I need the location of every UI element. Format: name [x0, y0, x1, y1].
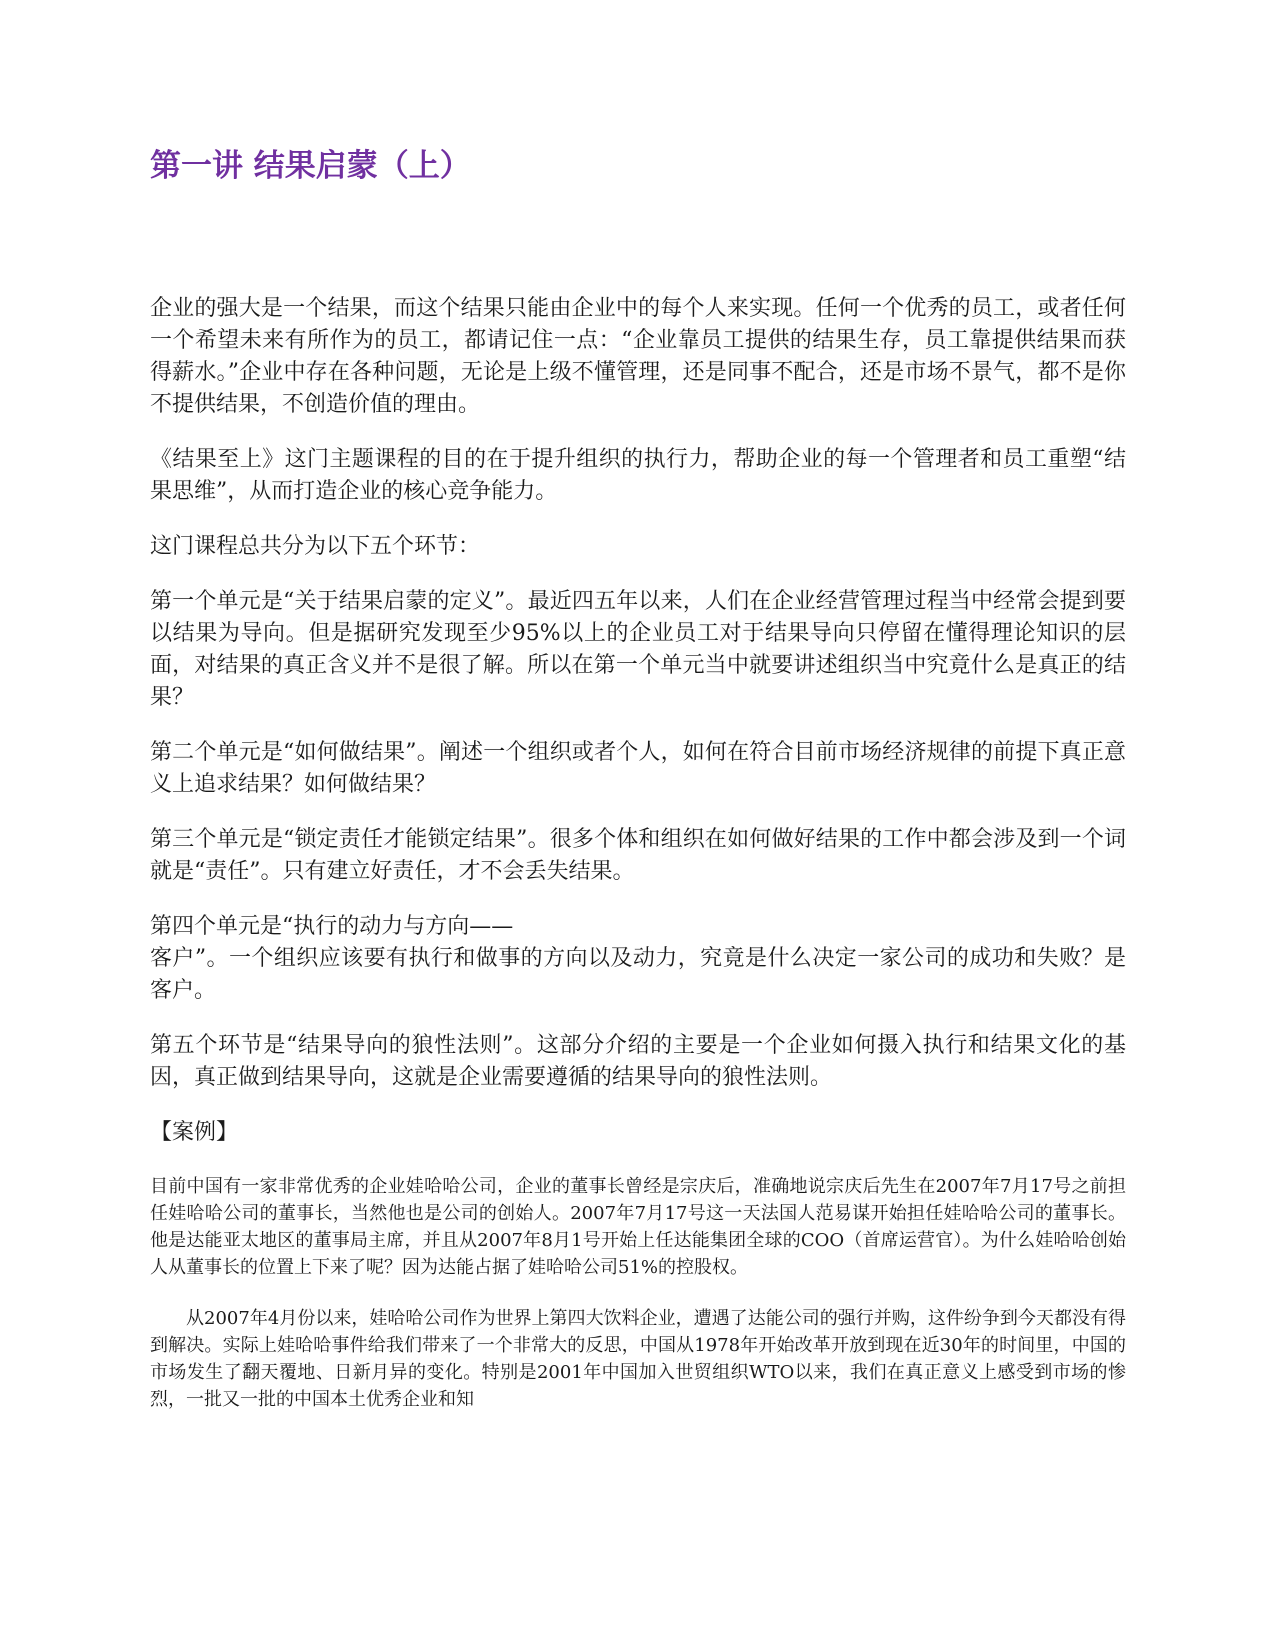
paragraph-unit-4 [150, 911, 1126, 1007]
document-body [150, 293, 1126, 1437]
paragraph-intro: 企业的强大是一个结果，而这个结果只能由企业中的每个人来实现。任何一个优秀的员工，或者任何一个希望未来有所作为的员工，都请记住一点：“企业靠员工提供的结果生存，员工靠提供结果而获得薪水。”企业中存在各种问题，无论是上级不懂管理，还是同事不配合，还是市场不景气，都不是你不提供结果，不创造价值的理由。 [150, 296, 1126, 417]
unit-4-line-1: 第四个单元是“执行的动力与方向—— [150, 914, 514, 939]
page-title: 第一讲 结果启蒙（上） [150, 148, 471, 184]
case-paragraph-1: 目前中国有一家非常优秀的企业娃哈哈公司，企业的董事长曾经是宗庆后，准确地说宗庆后先生在2007年7月17号之前担任娃哈哈公司的董事长，当然他也是公司的创始人。2007年7月17号这一天法国人范易谋开始担任娃哈哈公司的董事长。他是达能亚太地区的董事局主席，并且从2007年8月1号开始上任达能集团全球的COO（首席运营官）。为什么娃哈哈创始人从董事长的位置上下来了呢？因为达能占据了娃哈哈公司51%的控股权。 [150, 1176, 1126, 1278]
paragraph-unit-3: 第三个单元是“锁定责任才能锁定结果”。很多个体和组织在如何做好结果的工作中都会涉及到一个词就是“责任”。只有建立好责任，才不会丢失结果。 [150, 827, 1126, 884]
unit-4-line-2: 客户”。一个组织应该要有执行和做事的方向以及动力，究竟是什么决定一家公司的成功和失败？是客户。 [150, 946, 1126, 1003]
paragraph-unit-2: 第二个单元是“如何做结果”。阐述一个组织或者个人，如何在符合目前市场经济规律的前提下真正意义上追求结果？如何做结果？ [150, 740, 1126, 797]
case-heading: 【案例】 [150, 1120, 239, 1145]
paragraph-unit-1: 第一个单元是“关于结果启蒙的定义”。最近四五年以来，人们在企业经营管理过程当中经常会提到要以结果为导向。但是据研究发现至少95%以上的企业员工对于结果导向只停留在懂得理论知识的层面，对结果的真正含义并不是很了解。所以在第一个单元当中就要讲述组织当中究竟什么是真正的结果？ [150, 589, 1126, 710]
paragraph-course-outline: 这门课程总共分为以下五个环节： [150, 534, 481, 559]
paragraph-unit-5: 第五个环节是“结果导向的狼性法则”。这部分介绍的主要是一个企业如何摄入执行和结果文化的基因，真正做到结果导向，这就是企业需要遵循的结果导向的狼性法则。 [150, 1033, 1126, 1090]
case-paragraph-2: 从2007年4月份以来，娃哈哈公司作为世界上第四大饮料企业，遭遇了达能公司的强行并购，这件纷争到今天都没有得到解决。实际上娃哈哈事件给我们带来了一个非常大的反思，中国从1978年开始改革开放到现在近30年的时间里，中国的市场发生了翻天覆地、日新月异的变化。特别是2001年中国加入世贸组织WTO以来，我们在真正意义上感受到市场的惨烈，一批又一批的中国本土优秀企业和知 [150, 1308, 1126, 1410]
paragraph-course-purpose: 《结果至上》这门主题课程的目的在于提升组织的执行力，帮助企业的每一个管理者和员工重塑“结果思维”，从而打造企业的核心竞争能力。 [150, 447, 1126, 504]
